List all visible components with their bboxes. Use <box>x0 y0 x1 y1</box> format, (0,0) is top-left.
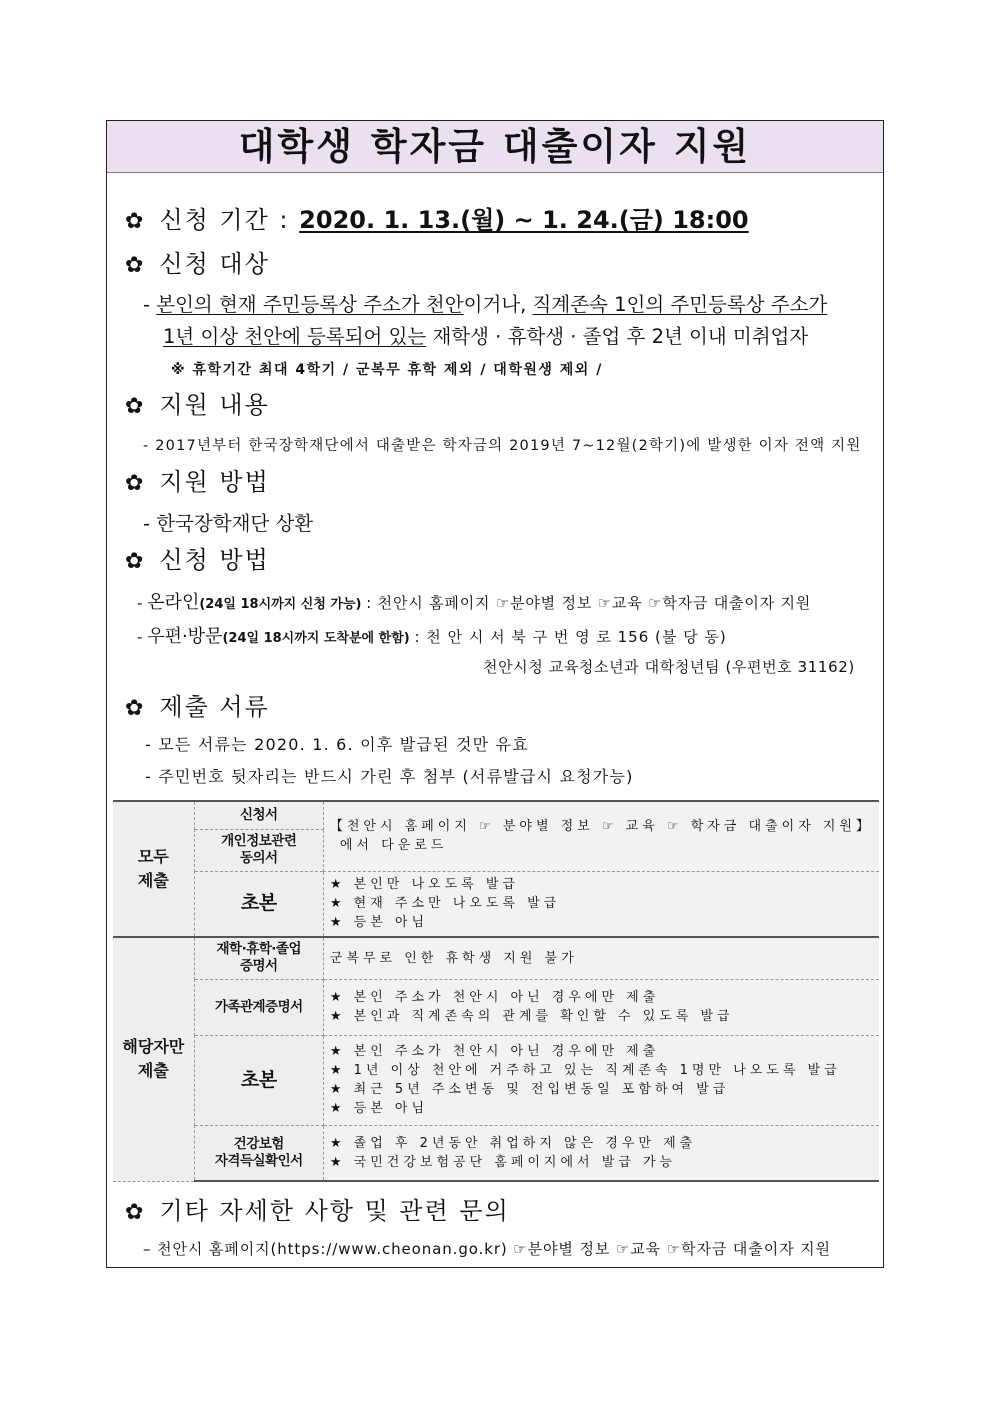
table-row <box>113 937 879 979</box>
table-row <box>113 1125 879 1181</box>
target-condition-family: 직계존속 1인의 주민등록상 주소가 <box>532 293 828 316</box>
docs-note-1: - 모든 서류는 2020. 1. 6. 이후 발급된 것만 유효 <box>145 735 529 754</box>
target-heading: 신청 대상 <box>159 250 270 278</box>
doc-desc: ★ 본인 주소가 천안시 아닌 경우에만 제출 ★ 본인과 직계존속의 관계를 확인할 수 있도록 발급 <box>323 979 879 1035</box>
table-row <box>113 1035 879 1125</box>
flower-icon: ✿ <box>125 253 146 278</box>
flower-icon: ✿ <box>125 209 146 234</box>
section-target <box>125 249 270 281</box>
method-heading: 지원 방법 <box>159 468 270 496</box>
target-note: ※ 휴학기간 최대 4학기 / 군복무 휴학 제외 / 대학원생 제외 / <box>171 362 603 378</box>
doc-desc: ★ 본인 주소가 천안시 아닌 경우에만 제출 ★ 1년 이상 천안에 거주하고 있는 직계존속 1명만 나오도록 발급 ★ 최근 5년 주소변동 및 전입변동일 포함하여 발급 ★ 등본 아님 <box>323 1035 879 1125</box>
inquiry-heading: 기타 자세한 사항 및 관련 문의 <box>159 1197 510 1225</box>
support-heading: 지원 내용 <box>159 391 270 419</box>
apply-mail: - 우편·방문(24일 18시까지 도착분에 한함) : 천 안 시 서 북 구 번 영 로 156 (불 당 동) <box>137 626 727 647</box>
flower-icon: ✿ <box>125 394 146 419</box>
apply-online: - 온라인(24일 18시까지 신청 가능) : 천안시 홈페이지 ☞분야별 정보 ☞교육 ☞학자금 대출이자 지원 <box>137 592 812 613</box>
section-method <box>125 467 270 499</box>
doc-desc: 【천안시 홈페이지 ☞ 분야별 정보 ☞ 교육 ☞ 학자금 대출이자 지원】 에서 다운로드 <box>323 801 879 871</box>
flower-icon: ✿ <box>125 471 146 496</box>
docs-note-2: - 주민번호 뒷자리는 반드시 가린 후 첨부 (서류발급시 요청가능) <box>145 767 634 786</box>
section-inquiry <box>125 1196 510 1228</box>
section-support <box>125 390 270 422</box>
notice-frame <box>106 120 884 1268</box>
table-row <box>113 979 879 1035</box>
flower-icon: ✿ <box>125 696 146 721</box>
apply-online-text: : 천안시 홈페이지 ☞분야별 정보 ☞교육 ☞학자금 대출이자 지원 <box>366 594 812 612</box>
target-eligible: 재학생 · 휴학생 · 졸업 후 2년 이내 미취업자 <box>426 325 809 348</box>
doc-name: 신청서 <box>194 801 323 829</box>
doc-name: 초본 <box>194 1035 323 1125</box>
support-text: - 2017년부터 한국장학재단에서 대출받은 학자금의 2019년 7~12월(2학기)에 발생한 이자 전액 지원 <box>143 438 862 454</box>
flower-icon: ✿ <box>125 1200 146 1225</box>
apply-mail-label: 우편·방문 <box>147 626 223 647</box>
doc-desc: ★ 본인만 나오도록 발급 ★ 현재 주소만 나오도록 발급 ★ 등본 아님 <box>323 871 879 937</box>
page-title: 대학생 학자금 대출이자 지원 <box>107 121 883 173</box>
group-conditional: 해당자만 제출 <box>113 937 194 1181</box>
doc-desc: 군복무로 인한 휴학생 지원 불가 <box>323 937 879 979</box>
doc-name: 재학·휴학·졸업 증명서 <box>194 937 323 979</box>
doc-name: 개인정보관련 동의서 <box>194 829 323 871</box>
target-connector: 이거나, <box>463 293 533 316</box>
section-docs <box>125 692 270 724</box>
apply-online-label: 온라인 <box>147 592 200 613</box>
group-all: 모두 제출 <box>113 801 194 937</box>
period-value: 2020. 1. 13.(월) ~ 1. 24.(금) 18:00 <box>299 206 749 234</box>
apply-mail-address: 천안시청 교육청소년과 대학청년팀 (우편번호 31162) <box>483 658 855 676</box>
apply-mail-text: : 천 안 시 서 북 구 번 영 로 156 (불 당 동) <box>414 628 727 646</box>
period-label: 신청 기간 : <box>159 206 290 234</box>
doc-name: 건강보험 자격득실확인서 <box>194 1125 323 1181</box>
flower-icon: ✿ <box>125 549 146 574</box>
target-line-2 <box>163 321 808 349</box>
table-row <box>113 801 879 829</box>
target-line-1: - 본인의 현재 주민등록상 주소가 천안이거나, 직계존속 1인의 주민등록상 주소가 <box>143 293 828 316</box>
documents-table <box>113 800 879 1182</box>
docs-heading: 제출 서류 <box>159 693 270 721</box>
method-text: - 한국장학재단 상환 <box>143 512 314 535</box>
table-row <box>113 871 879 937</box>
target-condition-years: 1년 이상 천안에 등록되어 있는 <box>163 325 427 348</box>
inquiry-text: – 천안시 홈페이지(https://www.cheonan.go.kr) ☞분야별 정보 ☞교육 ☞학자금 대출이자 지원 <box>143 1240 831 1258</box>
doc-name: 가족관계증명서 <box>194 979 323 1035</box>
section-apply <box>125 545 270 577</box>
doc-desc: ★ 졸업 후 2년동안 취업하지 않은 경우만 제출 ★ 국민건강보험공단 홈페이지에서 발급 가능 <box>323 1125 879 1181</box>
doc-name: 초본 <box>194 871 323 937</box>
apply-heading: 신청 방법 <box>159 546 270 574</box>
apply-online-note: (24일 18시까지 신청 가능) <box>199 597 362 612</box>
section-period <box>125 205 749 237</box>
target-condition-self: 본인의 현재 주민등록상 주소가 천안 <box>156 293 464 316</box>
apply-mail-note: (24일 18시까지 도착분에 한함) <box>222 631 410 646</box>
